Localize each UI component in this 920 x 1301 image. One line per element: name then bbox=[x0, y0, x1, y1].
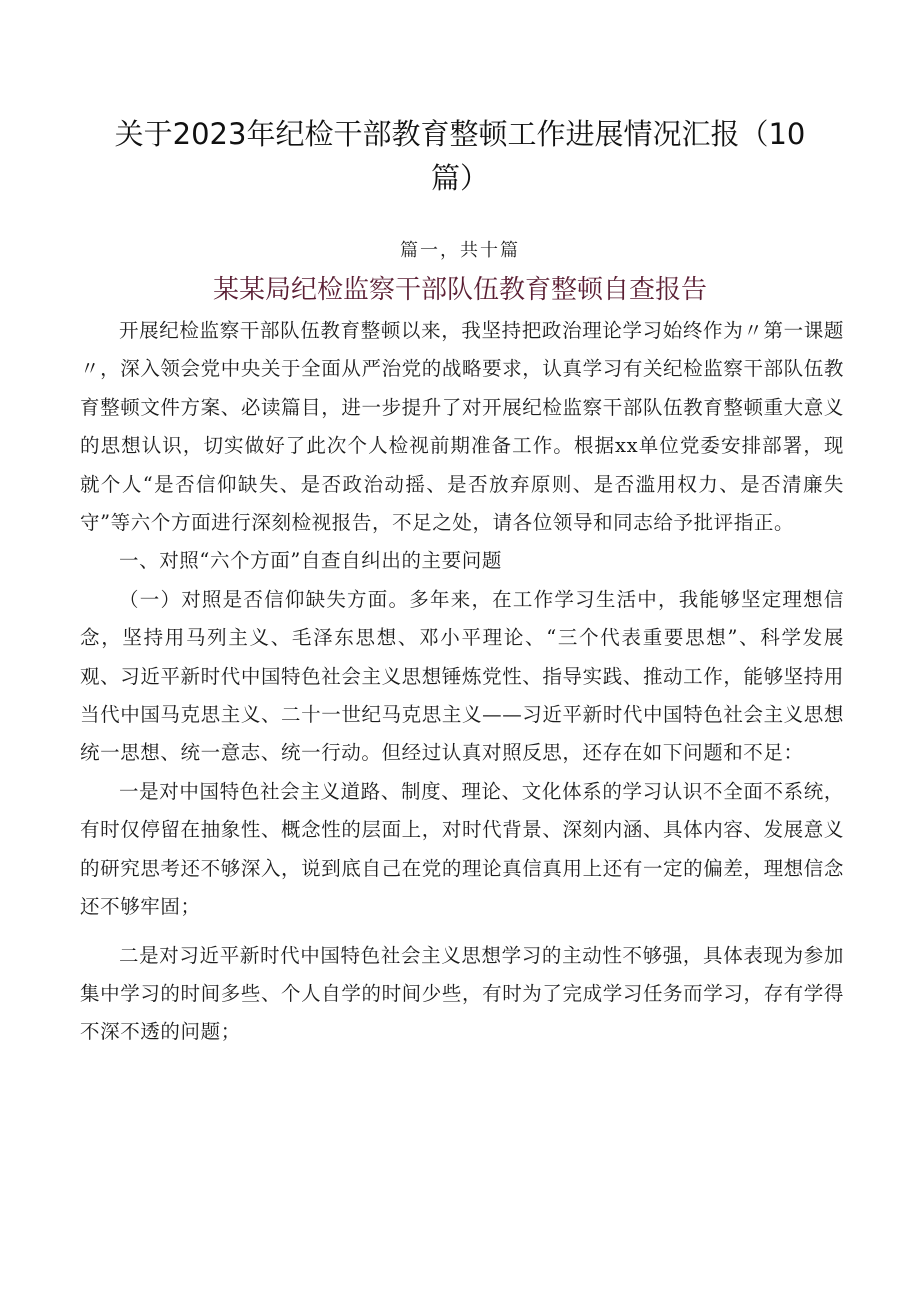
paragraph-heading-1: 一、对照“六个方面”自查自纠出的主要问题 bbox=[119, 549, 502, 573]
document-body bbox=[80, 312, 844, 1052]
document-title-line-1: 关于2023年纪检干部教育整顿工作进展情况汇报（10 bbox=[114, 117, 806, 151]
document-title bbox=[90, 112, 830, 200]
paragraph-problem-2: 二是对习近平新时代中国特色社会主义思想学习的主动性不够强，具体表现为参加集中学习的时间多些、个人自学的时间少些，有时为了完成学习任务而学习，存有学得不深不透的问题； bbox=[80, 943, 844, 1044]
section-label: 篇一，共十篇 bbox=[400, 240, 520, 261]
report-title: 某某局纪检监察干部队伍教育整顿自查报告 bbox=[212, 275, 707, 305]
document-title-line-2: 篇） bbox=[430, 161, 489, 195]
paragraph-subsection-1: （一）对照是否信仰缺失方面。多年来，在工作学习生活中，我能够坚定理想信念，坚持用马列主义、毛泽东思想、邓小平理论、“三个代表重要思想”、科学发展观、习近平新时代中国特色社会主义思想锤炼党性、指导实践、推动工作，能够坚持用当代中国马克思主义、二十一世纪马克思主义——习近平新时代中国特色社会主义思想统一思想、统一意志、统一行动。但经过认真对照反思，还存在如下问题和不足： bbox=[80, 587, 844, 765]
paragraph-intro: 开展纪检监察干部队伍教育整顿以来，我坚持把政治理论学习始终作为〃第一课题〃，深入领会党中央关于全面从严治党的战略要求，认真学习有关纪检监察干部队伍教育整顿文件方案、必读篇目，进一步提升了对开展纪检监察干部队伍教育整顿重大意义的思想认识，切实做好了此次个人检视前期准备工作。根据xx单位党委安排部署，现就个人“是否信仰缺失、是否政治动摇、是否放弃原则、是否滥用权力、是否清廉失守”等六个方面进行深刻检视报告，不足之处，请各位领导和同志给予批评指正。 bbox=[80, 319, 844, 535]
paragraph-problem-1: 一是对中国特色社会主义道路、制度、理论、文化体系的学习认识不全面不系统，有时仅停留在抽象性、概念性的层面上，对时代背景、深刻内涵、具体内容、发展意义的研究思考还不够深入，说到底自己在党的理论真信真用上还有一定的偏差，理想信念还不够牢固； bbox=[80, 779, 844, 919]
